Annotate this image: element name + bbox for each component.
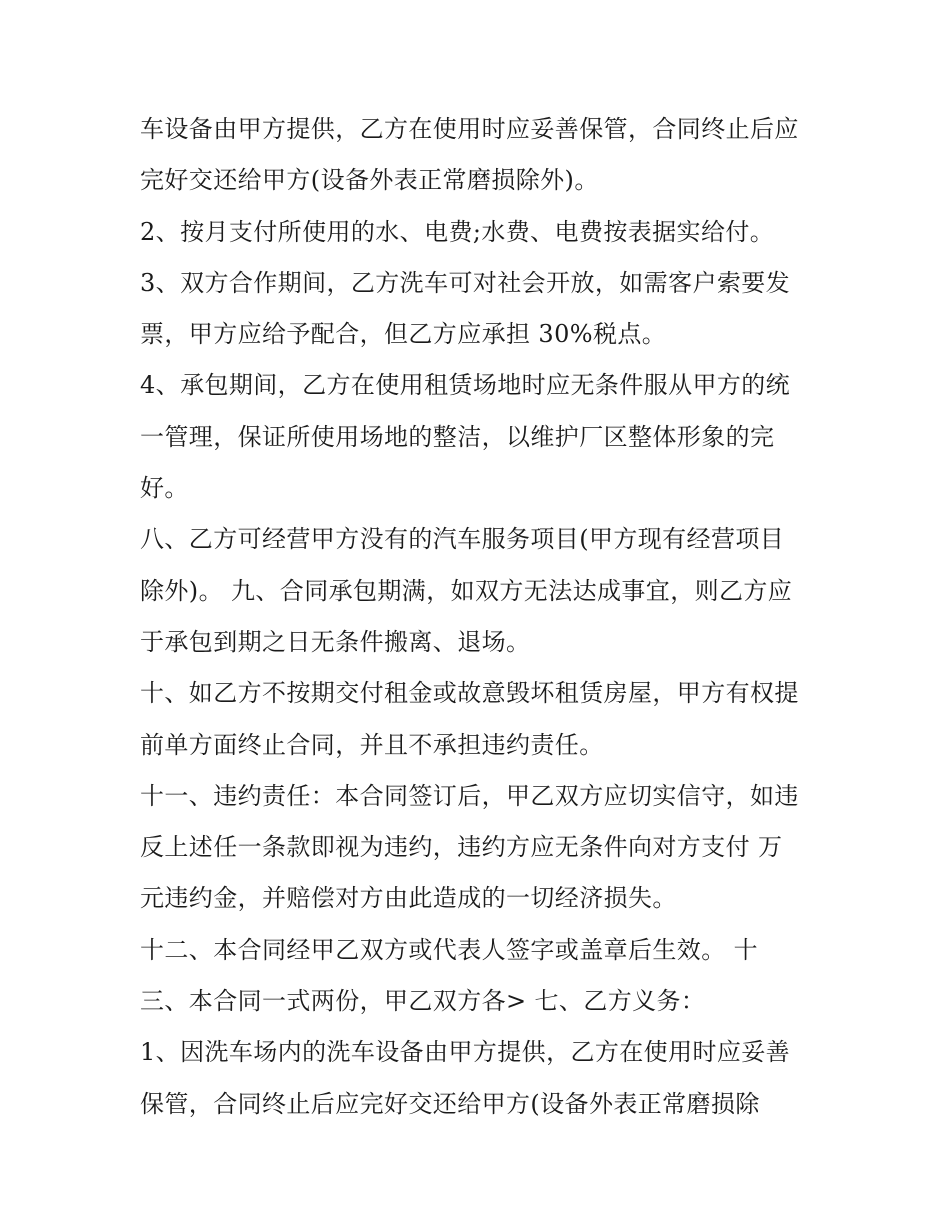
text-line: 反上述任一条款即视为违约，违约方应无条件向对方支付 万 (140, 833, 783, 862)
text-line: 3、双方合作期间，乙方洗车可对社会开放，如需客户索要发 (140, 268, 791, 297)
text-line: 一管理，保证所使用场地的整洁，以维护厂区整体形象的完 (140, 422, 775, 451)
text-line: 前单方面终止合同，并且不承担违约责任。 (140, 730, 604, 759)
text-line: 车设备由甲方提供，乙方在使用时应妥善保管，合同终止后应 (140, 115, 799, 143)
text-line: 十二、本合同经甲乙双方或代表人签字或盖章后生效。 十 (140, 935, 759, 964)
text-line: 十一、违约责任：本合同签订后，甲乙双方应切实信守，如违 (140, 781, 799, 810)
text-line: 2、按月支付所使用的水、电费;水费、电费按表据实给付。 (140, 217, 775, 246)
document-body (140, 104, 820, 1130)
text-line: 1、因洗车场内的洗车设备由甲方提供，乙方在使用时应妥善 (140, 1038, 791, 1067)
text-line: 好。 (140, 474, 189, 503)
text-line: 保管，合同终止后应完好交还给甲方(设备外表正常磨损除 (140, 1089, 760, 1118)
text-line: 4、承包期间，乙方在使用租赁场地时应无条件服从甲方的统 (140, 371, 791, 400)
text-line: 八、乙方可经营甲方没有的汽车服务项目(甲方现有经营项目 (140, 525, 785, 554)
text-line: 十、如乙方不按期交付租金或故意毁坏租赁房屋，甲方有权提 (140, 679, 799, 708)
text-line: 除外)。 九、合同承包期满，如双方无法达成事宜，则乙方应 (140, 576, 793, 605)
text-line: 票，甲方应给予配合，但乙方应承担 30%税点。 (140, 320, 667, 349)
text-line: 于承包到期之日无条件搬离、退场。 (140, 627, 531, 656)
text-line: 元违约金，并赔偿对方由此造成的一切经济损失。 (140, 884, 677, 913)
text-line: 完好交还给甲方(设备外表正常磨损除外)。 (140, 166, 599, 195)
text-line: 三、本合同一式两份，甲乙双方各> 七、乙方义务： (140, 987, 706, 1016)
